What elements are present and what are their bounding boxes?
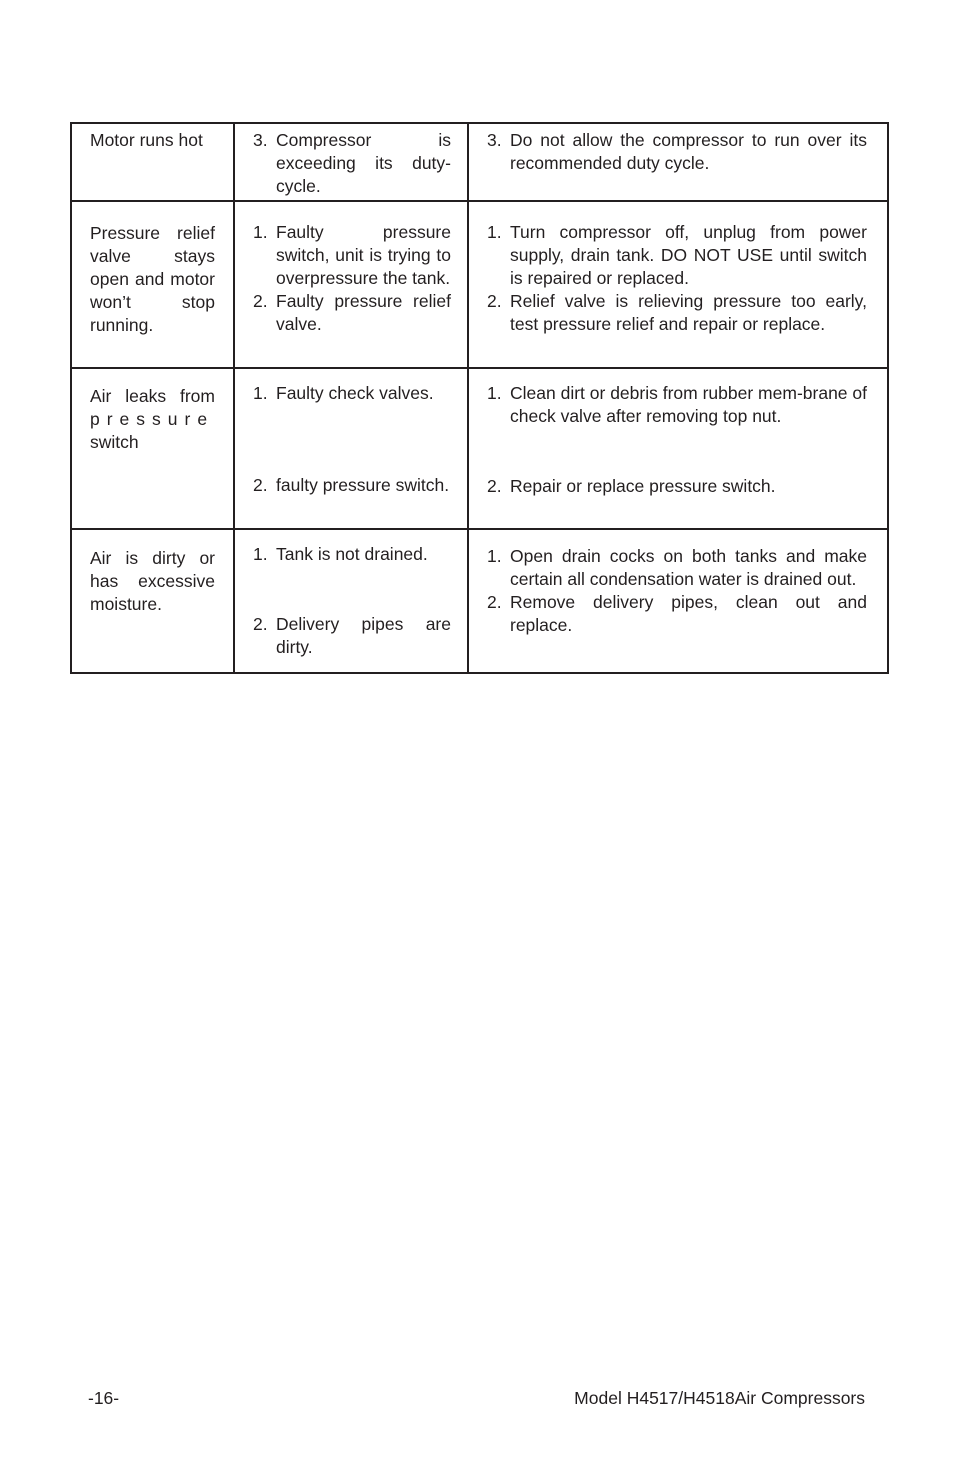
symptom-cell <box>71 123 234 201</box>
list-item <box>253 474 451 497</box>
item-text: Repair or replace pressure switch. <box>510 476 776 496</box>
list-item <box>487 545 867 591</box>
item-number: 1. <box>487 546 502 566</box>
item-number: 1. <box>253 383 268 403</box>
item-number: 2. <box>487 291 502 311</box>
list-item <box>487 290 867 336</box>
cause-cell <box>234 529 468 673</box>
item-text: Open drain cocks on both tanks and make certain all condensation water is drained out. <box>510 546 867 589</box>
table-row <box>71 368 888 529</box>
item-number: 1. <box>487 222 502 242</box>
list-item <box>487 221 867 290</box>
symptom-text: Air leaks from pressure switch <box>90 386 215 452</box>
model-footer: Model H4517/H4518Air Compressors <box>574 1388 865 1408</box>
item-number: 3. <box>253 130 268 150</box>
item-number: 3. <box>487 130 502 150</box>
symptom-cell <box>71 529 234 673</box>
item-number: 1. <box>253 544 268 564</box>
symptom-cell <box>71 368 234 529</box>
table-row <box>71 201 888 368</box>
item-number: 2. <box>253 475 268 495</box>
troubleshooting-table <box>70 122 889 674</box>
item-number: 2. <box>487 476 502 496</box>
symptom-text: Pressure relief valve stays open and motor won’t stop running. <box>90 223 215 335</box>
list-item <box>253 129 451 198</box>
item-text: Faulty pressure switch, unit is trying to overpressure the tank. <box>276 222 451 288</box>
item-text: Turn compressor off, unplug from power supply, drain tank. DO NOT USE until switch is repaired or replaced. <box>510 222 867 288</box>
list-item <box>253 543 451 613</box>
item-number: 2. <box>487 592 502 612</box>
item-text: Remove delivery pipes, clean out and replace. <box>510 592 867 635</box>
list-item <box>487 382 867 475</box>
remedy-cell <box>468 368 888 529</box>
item-text: Relief valve is relieving pressure too early, test pressure relief and repair or replace. <box>510 291 867 334</box>
symptom-cell <box>71 201 234 368</box>
item-number: 2. <box>253 614 268 634</box>
symptom-text: Motor runs hot <box>90 130 203 150</box>
table-row <box>71 529 888 673</box>
item-text: Compressor is exceeding its duty-cycle. <box>276 130 451 196</box>
cause-cell <box>234 123 468 201</box>
item-text: Faulty pressure relief valve. <box>276 291 451 334</box>
item-text: Faulty check valves. <box>276 383 434 403</box>
symptom-text: Air is dirty or has excessive moisture. <box>90 548 215 614</box>
table-row <box>71 123 888 201</box>
item-number: 1. <box>487 383 502 403</box>
list-item <box>253 221 451 290</box>
item-text: Tank is not drained. <box>276 544 428 564</box>
list-item <box>487 475 867 498</box>
list-item <box>487 129 867 175</box>
list-item <box>253 382 451 474</box>
cause-cell <box>234 368 468 529</box>
page-number: -16- <box>88 1388 120 1408</box>
item-number: 1. <box>253 222 268 242</box>
item-text: Clean dirt or debris from rubber mem-brane of check valve after removing top nut. <box>510 383 867 426</box>
item-text: Delivery pipes are dirty. <box>276 614 451 657</box>
remedy-cell <box>468 201 888 368</box>
item-number: 2. <box>253 291 268 311</box>
remedy-cell <box>468 529 888 673</box>
list-item <box>253 290 451 336</box>
item-text: faulty pressure switch. <box>276 475 450 495</box>
list-item <box>253 613 451 659</box>
list-item <box>487 591 867 637</box>
remedy-cell <box>468 123 888 201</box>
item-text: Do not allow the compressor to run over its recommended duty cycle. <box>510 130 867 173</box>
cause-cell <box>234 201 468 368</box>
